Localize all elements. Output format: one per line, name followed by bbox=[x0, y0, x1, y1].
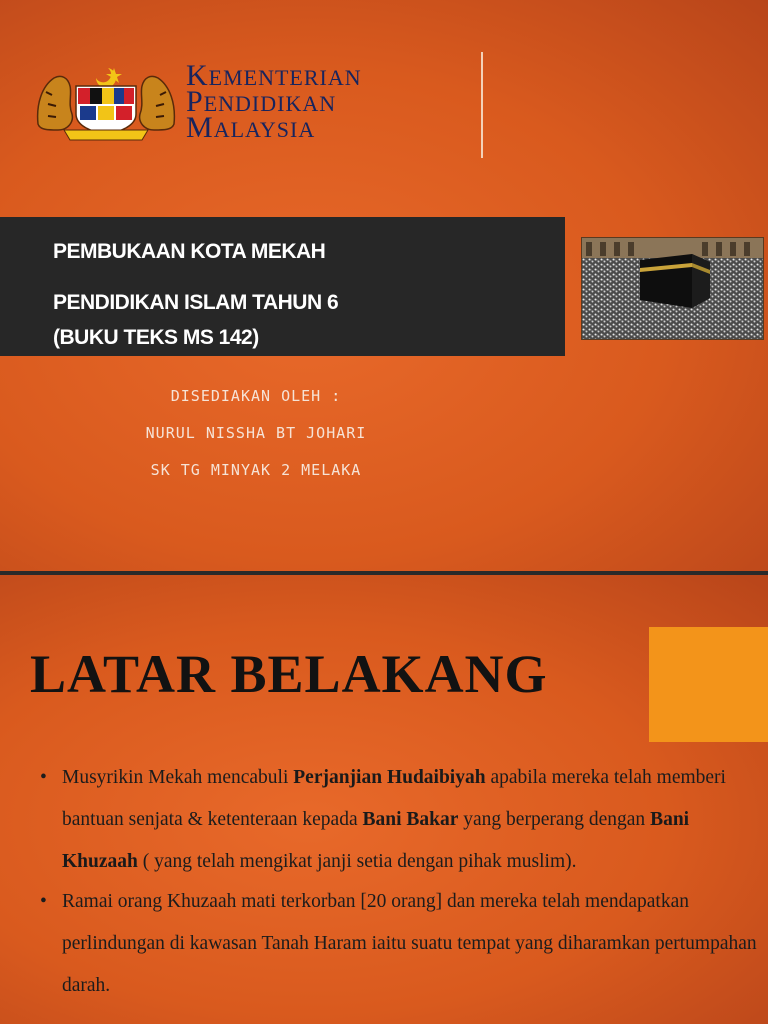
keyword: Bani Bakar bbox=[362, 809, 459, 830]
bullet-text: Ramai orang Khuzaah mati terkorban [20 orang] dan mereka telah mendapatkan perlindungan di kawasan Tanah Haram iaitu suatu tempat yang diharamkan pertumpahan darah. bbox=[62, 891, 757, 996]
school-name: SK TG MINYAK 2 MELAKA bbox=[150, 461, 362, 479]
bullet-icon: • bbox=[40, 891, 47, 912]
textbook-reference: (BUKU TEKS MS 142) bbox=[53, 326, 259, 349]
list-item bbox=[40, 881, 760, 1007]
bullet-text: Musyrikin Mekah mencabuli bbox=[62, 767, 294, 788]
kaaba-photo bbox=[581, 237, 764, 340]
keyword: Bani Khuzaah bbox=[62, 809, 690, 872]
keyword: Perjanjian Hudaibiyah bbox=[293, 767, 486, 788]
bullet-list bbox=[40, 757, 760, 1005]
slide-title: PEMBUKAAN KOTA MEKAH bbox=[53, 240, 326, 263]
malaysia-coat-of-arms bbox=[34, 64, 178, 142]
bullet-text: yang berperang dengan bbox=[458, 809, 651, 830]
author-name: NURUL NISSHA BT JOHARI bbox=[145, 424, 367, 442]
ministry-wordmark bbox=[186, 59, 362, 144]
wordmark-initial: P bbox=[186, 85, 204, 118]
list-item bbox=[40, 757, 760, 883]
wordmark-line-3: ALAYSIA bbox=[213, 117, 316, 142]
wordmark-initial: M bbox=[186, 111, 214, 144]
wordmark-line-2: ENDIDIKAN bbox=[203, 91, 337, 116]
wordmark-line-1: EMENTERIAN bbox=[208, 65, 362, 90]
bullet-icon: • bbox=[40, 767, 47, 788]
subject-title: PENDIDIKAN ISLAM TAHUN 6 bbox=[53, 291, 339, 314]
content-slide bbox=[0, 575, 768, 1024]
slide-heading: LATAR BELAKANG bbox=[30, 644, 548, 704]
bullet-text: ( yang telah mengikat janji setia dengan pihak muslim). bbox=[137, 851, 577, 872]
credits bbox=[0, 378, 512, 489]
logo-divider bbox=[481, 52, 483, 158]
accent-block bbox=[649, 627, 768, 742]
bullet-text: apabila mereka telah memberi bantuan senjata & ketenteraan kepada bbox=[62, 767, 726, 830]
prepared-by-label: DISEDIAKAN OLEH : bbox=[170, 387, 342, 405]
wordmark-initial: K bbox=[186, 59, 209, 92]
